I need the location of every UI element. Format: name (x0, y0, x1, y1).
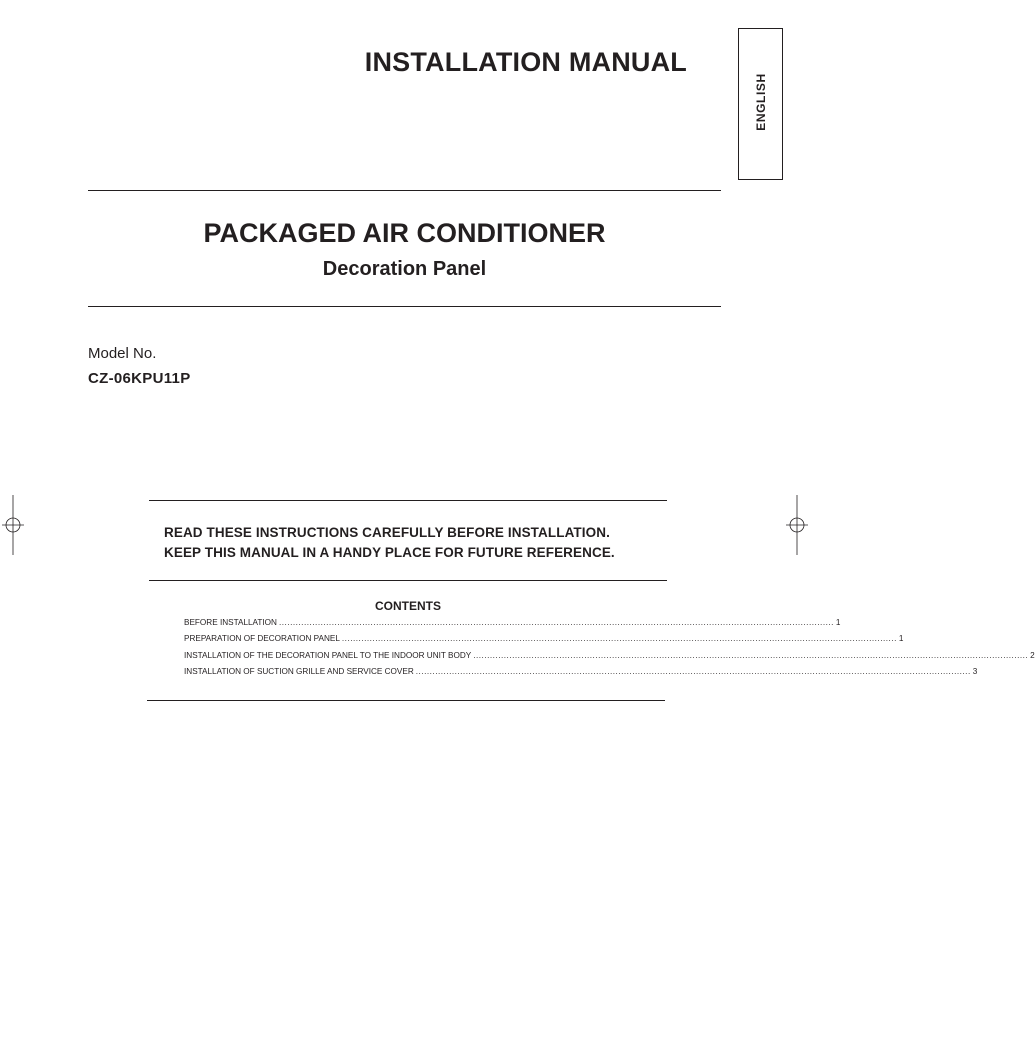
divider-top (88, 190, 721, 191)
toc-item[interactable] (184, 651, 1035, 665)
toc-leader-dots: ........................................................................................................................................................................................................ (278, 618, 834, 627)
toc-leader-dots: ........................................................................................................................................................................................................ (415, 667, 971, 676)
toc-item-label: PREPARATION OF DECORATION PANEL (184, 634, 340, 643)
toc-leader-dots: ........................................................................................................................................................................................................ (341, 634, 897, 643)
toc-item[interactable] (184, 634, 904, 648)
toc-item[interactable] (184, 618, 841, 632)
toc-item-page: 3 (972, 667, 978, 676)
toc-leader-dots: ........................................................................................................................................................................................................ (473, 651, 1029, 660)
toc-item-label: INSTALLATION OF SUCTION GRILLE AND SERVICE COVER (184, 667, 414, 676)
notice-keep-manual: KEEP THIS MANUAL IN A HANDY PLACE FOR FUTURE REFERENCE. (164, 545, 615, 560)
manual-title: INSTALLATION MANUAL (364, 47, 687, 77)
crosshair-registration-icon (786, 495, 808, 555)
language-tab-label: ENGLISH (753, 73, 768, 131)
language-tab (738, 28, 783, 180)
contents-heading: CONTENTS (375, 599, 441, 613)
divider-notice-top (149, 500, 667, 501)
notice-read-instructions: READ THESE INSTRUCTIONS CAREFULLY BEFORE INSTALLATION. (164, 525, 610, 540)
product-subtitle: Decoration Panel (322, 258, 487, 280)
toc-item-label: BEFORE INSTALLATION (184, 618, 277, 627)
model-label: Model No. (88, 345, 157, 362)
toc-item-page: 2 (1030, 651, 1035, 660)
toc-item-page: 1 (835, 618, 841, 627)
toc-item[interactable] (184, 667, 978, 681)
divider-notice-bottom (149, 580, 667, 581)
toc-item-page: 1 (898, 634, 904, 643)
divider-product-bottom (88, 306, 721, 307)
divider-contents-bottom (147, 700, 665, 701)
product-title: PACKAGED AIR CONDITIONER (203, 218, 606, 248)
toc-item-label: INSTALLATION OF THE DECORATION PANEL TO THE INDOOR UNIT BODY (184, 651, 472, 660)
model-number: CZ-06KPU11P (88, 370, 191, 387)
crosshair-registration-icon (2, 495, 24, 555)
